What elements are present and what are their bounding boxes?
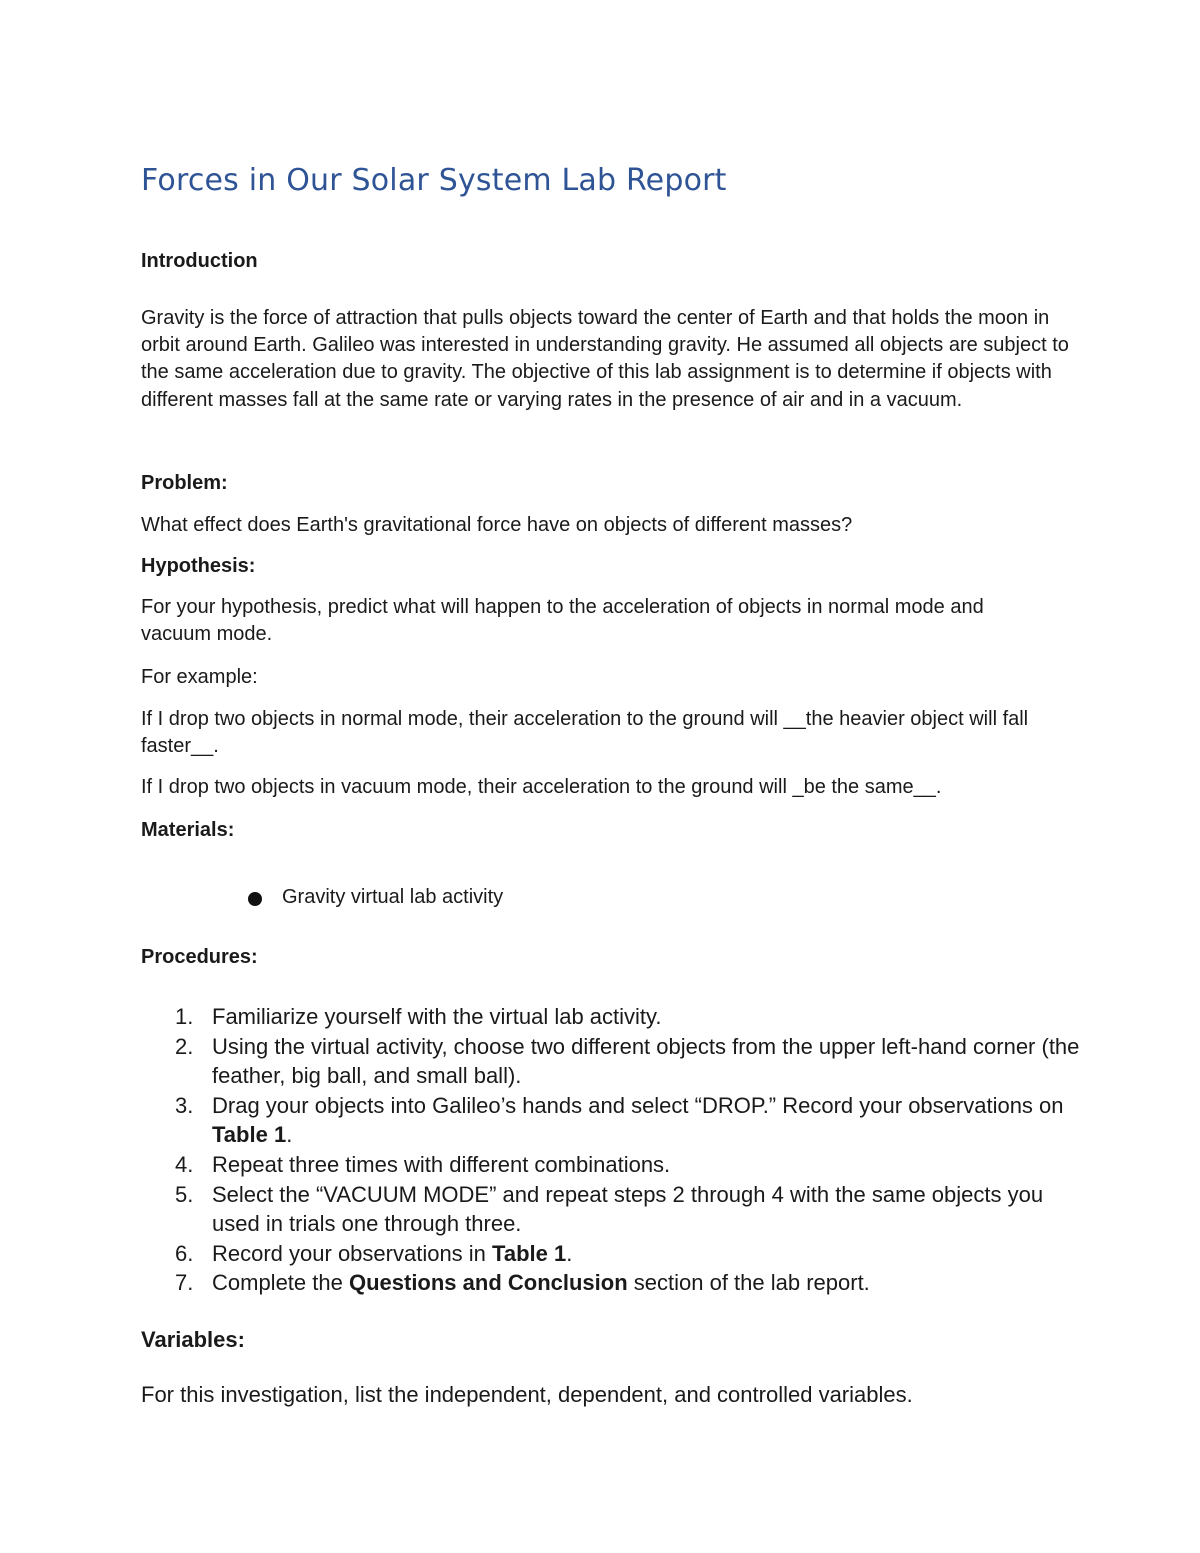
normal-mode-statement: If I drop two objects in normal mode, their acceleration to the ground will __the heavier object will fall faster__.: [141, 708, 1029, 758]
step-number: 5.: [175, 1181, 194, 1207]
step-bold-text: Table 1: [212, 1122, 287, 1148]
procedure-step: [141, 1002, 1081, 1032]
introduction-heading: Introduction: [141, 250, 258, 272]
page-title: Forces in Our Solar System Lab Report: [141, 163, 727, 198]
procedure-step: [141, 1032, 1081, 1091]
hypothesis-heading: Hypothesis:: [141, 555, 256, 577]
procedure-step: [141, 1091, 1081, 1150]
step-text: Drag your objects into Galileo’s hands and select “DROP.” Record your observations on: [212, 1092, 1064, 1118]
step-number: 4.: [175, 1151, 194, 1177]
materials-list-item: [248, 884, 503, 910]
step-text: Select the “VACUUM MODE” and repeat steps 2 through 4 with the same objects you used in trials one through three.: [212, 1181, 1044, 1237]
procedures-heading: Procedures:: [141, 946, 258, 968]
step-text: Using the virtual activity, choose two different objects from the upper left-hand corner (the feather, big ball, and small ball).: [212, 1033, 1080, 1089]
step-number: 6.: [175, 1240, 194, 1266]
step-text: Record your observations in: [212, 1240, 493, 1266]
step-number: 7.: [175, 1270, 194, 1296]
step-text-end: .: [286, 1122, 293, 1148]
step-text-end: section of the lab report.: [627, 1270, 870, 1296]
step-text-end: .: [566, 1240, 573, 1266]
procedure-step: [141, 1180, 1081, 1239]
step-bold-text: Questions and Conclusion: [348, 1270, 628, 1296]
procedure-step: [141, 1150, 1081, 1180]
procedure-step: [141, 1239, 1081, 1269]
step-number: 2.: [175, 1033, 194, 1059]
example-label: For example:: [141, 666, 258, 688]
step-text: Complete the: [212, 1270, 349, 1296]
vacuum-mode-statement: If I drop two objects in vacuum mode, their acceleration to the ground will _be the same__.: [141, 776, 942, 798]
materials-item-label: Gravity virtual lab activity: [282, 885, 504, 908]
step-text: Repeat three times with different combinations.: [212, 1151, 671, 1177]
variables-text: For this investigation, list the independent, dependent, and controlled variables.: [141, 1382, 913, 1407]
step-number: 3.: [175, 1092, 194, 1118]
introduction-text: Gravity is the force of attraction that pulls objects toward the center of Earth and that holds the moon in orbit around Earth. Galileo was interested in understanding gravity. He assumed all objects are subject to the same acceleration due to gravity. The objective of this lab assignment is to determine if objects with different masses fall at the same rate or varying rates in the presence of air and in a vacuum.: [141, 307, 1069, 411]
procedures-list: [141, 1002, 1081, 1298]
procedure-step: [141, 1268, 1081, 1298]
problem-text: What effect does Earth's gravitational force have on objects of different masses?: [141, 514, 853, 536]
problem-heading: Problem:: [141, 472, 228, 494]
step-number: 1.: [175, 1004, 194, 1029]
step-bold-text: Table 1: [492, 1240, 567, 1266]
step-text: Familiarize yourself with the virtual lab activity.: [212, 1004, 662, 1029]
bullet-icon: [248, 892, 262, 906]
materials-heading: Materials:: [141, 819, 235, 841]
hypothesis-text: For your hypothesis, predict what will happen to the acceleration of objects in normal mode and vacuum mode.: [141, 596, 984, 646]
variables-heading: Variables:: [141, 1327, 245, 1352]
